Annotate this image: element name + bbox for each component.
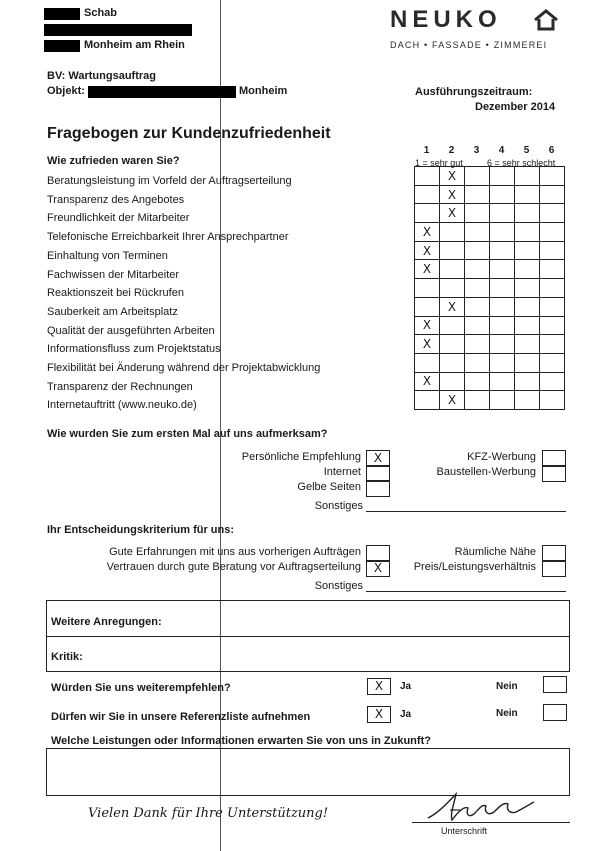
rating-cell[interactable] xyxy=(540,391,565,410)
rating-cell[interactable] xyxy=(465,223,490,242)
satisfaction-heading: Wie zufrieden waren Sie? xyxy=(47,155,180,167)
rating-cell[interactable]: X xyxy=(440,204,465,223)
rating-cell[interactable] xyxy=(490,391,515,410)
rating-cell[interactable] xyxy=(515,260,540,279)
reference-yes-label: Ja xyxy=(400,709,412,720)
redaction-bar xyxy=(44,40,80,52)
attention-option-label: Internet xyxy=(323,466,361,478)
rating-cell[interactable] xyxy=(515,297,540,316)
rating-cell[interactable] xyxy=(465,391,490,410)
recommend-no-label: Nein xyxy=(496,681,518,692)
rating-cell[interactable] xyxy=(540,353,565,372)
redaction-bar xyxy=(88,86,236,98)
attention-option-label: Persönliche Empfehlung xyxy=(241,451,361,463)
rating-cell[interactable] xyxy=(490,185,515,204)
attention-checkbox[interactable] xyxy=(366,480,390,497)
satisfaction-question: Transparenz des Angebotes xyxy=(47,193,185,206)
rating-cell[interactable] xyxy=(465,297,490,316)
rating-cell[interactable] xyxy=(515,204,540,223)
form-title: Fragebogen zur Kundenzufriedenheit xyxy=(47,125,331,142)
attention-checkbox[interactable]: X xyxy=(366,450,390,467)
rating-cell[interactable]: X xyxy=(415,372,440,391)
rating-row xyxy=(415,372,565,391)
scale-number: 2 xyxy=(448,145,455,156)
rating-cell[interactable] xyxy=(440,260,465,279)
recommend-no-checkbox[interactable] xyxy=(543,676,567,693)
rating-cell[interactable] xyxy=(540,185,565,204)
attention-checkbox[interactable] xyxy=(542,465,566,482)
other-label: Sonstiges xyxy=(314,500,363,512)
rating-cell[interactable] xyxy=(490,372,515,391)
rating-cell[interactable]: X xyxy=(415,241,440,260)
recommend-yes-checkbox[interactable]: X xyxy=(367,678,391,695)
recommend-yes-label: Ja xyxy=(400,681,412,692)
future-answer-box[interactable] xyxy=(46,748,570,796)
project-label: BV: Wartungsauftrag xyxy=(47,70,156,82)
satisfaction-question: Sauberkeit am Arbeitsplatz xyxy=(47,305,178,318)
address-city: Monheim am Rhein xyxy=(84,39,185,51)
satisfaction-question: Einhaltung von Terminen xyxy=(47,249,168,262)
satisfaction-question: Fachwissen der Mitarbeiter xyxy=(47,268,180,281)
criteria-heading: Ihr Entscheidungskriterium für uns: xyxy=(47,524,235,536)
rating-cell[interactable] xyxy=(440,335,465,354)
rating-grid xyxy=(414,166,565,410)
rating-cell[interactable] xyxy=(465,353,490,372)
criteria-option-label: Räumliche Nähe xyxy=(454,546,536,558)
rating-cell[interactable] xyxy=(515,316,540,335)
attention-option-label: KFZ-Werbung xyxy=(467,451,536,463)
rating-cell[interactable] xyxy=(415,204,440,223)
rating-cell[interactable] xyxy=(490,279,515,298)
other-input-line[interactable] xyxy=(366,591,566,592)
rating-row xyxy=(415,316,565,335)
recommend-question: Würden Sie uns weiterempfehlen? xyxy=(51,682,231,694)
rating-row xyxy=(415,353,565,372)
satisfaction-question: Qualität der ausgeführten Arbeiten xyxy=(47,324,215,337)
object-city: Monheim xyxy=(239,85,288,97)
satisfaction-question: Freundlichkeit der Mitarbeiter xyxy=(47,212,190,225)
rating-cell[interactable] xyxy=(440,241,465,260)
other-input-line[interactable] xyxy=(366,511,566,512)
rating-cell[interactable] xyxy=(415,167,440,186)
logo-wordmark: NEUKO xyxy=(390,6,502,33)
satisfaction-question: Beratungsleistung im Vorfeld der Auftragserteilung xyxy=(47,175,292,187)
company-logo xyxy=(390,6,570,50)
rating-cell[interactable] xyxy=(515,223,540,242)
satisfaction-question: Reaktionszeit bei Rückrufen xyxy=(47,287,184,300)
rating-cell[interactable] xyxy=(440,316,465,335)
rating-row xyxy=(415,185,565,204)
scale-number: 5 xyxy=(523,145,530,156)
attention-option-label: Gelbe Seiten xyxy=(297,481,361,493)
rating-cell[interactable] xyxy=(540,335,565,354)
rating-cell[interactable] xyxy=(515,185,540,204)
rating-cell[interactable] xyxy=(515,335,540,354)
rating-cell[interactable] xyxy=(490,241,515,260)
satisfaction-question: Transparenz der Rechnungen xyxy=(47,380,193,393)
rating-cell[interactable]: X xyxy=(440,167,465,186)
rating-row xyxy=(415,241,565,260)
rating-cell[interactable] xyxy=(465,167,490,186)
criteria-option-label: Preis/Leistungsverhältnis xyxy=(413,561,536,573)
rating-row xyxy=(415,391,565,410)
rating-cell[interactable] xyxy=(465,316,490,335)
rating-cell[interactable]: X xyxy=(440,297,465,316)
rating-cell[interactable] xyxy=(540,223,565,242)
rating-cell[interactable] xyxy=(465,372,490,391)
signature-image xyxy=(420,790,560,826)
satisfaction-question: Informationsfluss zum Projektstatus xyxy=(47,343,221,356)
rating-cell[interactable] xyxy=(540,204,565,223)
rating-cell[interactable] xyxy=(440,372,465,391)
rating-row xyxy=(415,260,565,279)
rating-cell[interactable] xyxy=(490,353,515,372)
rating-row xyxy=(415,204,565,223)
signature-label: Unterschrift xyxy=(441,826,488,836)
scale-number: 6 xyxy=(548,145,555,156)
house-icon xyxy=(533,8,559,32)
object-label: Objekt: xyxy=(47,85,85,97)
criteria-option-label: Vertrauen durch gute Beratung vor Auftragserteilung xyxy=(106,561,361,573)
criteria-option-label: Gute Erfahrungen mit uns aus vorherigen Aufträgen xyxy=(109,546,361,558)
rating-cell[interactable] xyxy=(415,353,440,372)
rating-cell[interactable] xyxy=(415,279,440,298)
rating-row xyxy=(415,297,565,316)
attention-heading: Wie wurden Sie zum ersten Mal auf uns aufmerksam? xyxy=(47,428,328,440)
rating-cell[interactable]: X xyxy=(440,185,465,204)
rating-cell[interactable]: X xyxy=(440,391,465,410)
period-value: Dezember 2014 xyxy=(475,101,556,113)
rating-row xyxy=(415,279,565,298)
rating-cell[interactable] xyxy=(490,223,515,242)
rating-cell[interactable] xyxy=(490,204,515,223)
rating-cell[interactable] xyxy=(415,391,440,410)
rating-cell[interactable] xyxy=(465,335,490,354)
rating-cell[interactable] xyxy=(465,204,490,223)
logo-tagline: DACH • FASSADE • ZIMMEREI xyxy=(390,40,548,50)
rating-cell[interactable] xyxy=(415,297,440,316)
attention-option-label: Baustellen-Werbung xyxy=(436,466,536,478)
reference-no-label: Nein xyxy=(496,708,518,719)
scale-worst-label: 6 = sehr schlecht xyxy=(487,158,556,168)
rating-cell[interactable] xyxy=(515,353,540,372)
rating-cell[interactable] xyxy=(515,391,540,410)
rating-cell[interactable] xyxy=(465,279,490,298)
rating-cell[interactable] xyxy=(540,260,565,279)
period-label: Ausführungszeitraum: xyxy=(415,86,533,98)
rating-cell[interactable] xyxy=(540,241,565,260)
rating-cell[interactable]: X xyxy=(415,316,440,335)
rating-cell[interactable]: X xyxy=(415,335,440,354)
scale-number: 3 xyxy=(473,145,480,156)
signature-line[interactable] xyxy=(412,822,570,823)
rating-cell[interactable] xyxy=(490,260,515,279)
scale-number: 4 xyxy=(498,145,505,156)
criteria-checkbox[interactable]: X xyxy=(366,560,390,577)
rating-row xyxy=(415,223,565,242)
future-question: Welche Leistungen oder Informationen erwarten Sie von uns in Zukunft? xyxy=(51,735,431,747)
redaction-bar xyxy=(44,24,192,36)
rating-cell[interactable]: X xyxy=(415,223,440,242)
rating-cell[interactable] xyxy=(415,185,440,204)
rating-cell[interactable] xyxy=(540,167,565,186)
criteria-checkbox[interactable] xyxy=(542,560,566,577)
other-label: Sonstiges xyxy=(314,580,363,592)
rating-row xyxy=(415,167,565,186)
suggestions-label: Weitere Anregungen: xyxy=(51,616,162,628)
rating-cell[interactable] xyxy=(490,335,515,354)
reference-question: Dürfen wir Sie in unsere Referenzliste aufnehmen xyxy=(51,711,311,723)
rating-cell[interactable] xyxy=(440,223,465,242)
rating-cell[interactable] xyxy=(515,241,540,260)
satisfaction-question: Telefonische Erreichbarkeit Ihrer Ansprechpartner xyxy=(47,231,289,244)
rating-cell[interactable] xyxy=(540,372,565,391)
redaction-bar xyxy=(44,8,80,20)
feedback-box[interactable] xyxy=(46,600,570,672)
rating-cell[interactable] xyxy=(540,279,565,298)
rating-cell[interactable] xyxy=(490,316,515,335)
thanks-note: Vielen Dank für Ihre Unterstützung! xyxy=(88,806,329,821)
rating-cell[interactable]: X xyxy=(415,260,440,279)
scale-number: 1 xyxy=(423,145,430,156)
satisfaction-question: Flexibilität bei Änderung während der Projektabwicklung xyxy=(47,362,321,374)
rating-row xyxy=(415,335,565,354)
rating-cell[interactable] xyxy=(465,241,490,260)
rating-cell[interactable] xyxy=(440,353,465,372)
rating-cell[interactable] xyxy=(465,260,490,279)
rating-cell[interactable] xyxy=(515,167,540,186)
satisfaction-question: Internetauftritt (www.neuko.de) xyxy=(47,399,197,412)
address-name: Schab xyxy=(84,7,118,19)
reference-yes-checkbox[interactable]: X xyxy=(367,706,391,723)
rating-cell[interactable] xyxy=(465,185,490,204)
rating-cell[interactable] xyxy=(490,167,515,186)
criticism-label: Kritik: xyxy=(51,651,83,663)
rating-cell[interactable] xyxy=(540,316,565,335)
rating-cell[interactable] xyxy=(515,279,540,298)
rating-cell[interactable] xyxy=(440,279,465,298)
rating-cell[interactable] xyxy=(540,297,565,316)
rating-cell[interactable] xyxy=(515,372,540,391)
scale-best-label: 1 = sehr gut xyxy=(415,158,463,168)
rating-cell[interactable] xyxy=(490,297,515,316)
reference-no-checkbox[interactable] xyxy=(543,704,567,721)
